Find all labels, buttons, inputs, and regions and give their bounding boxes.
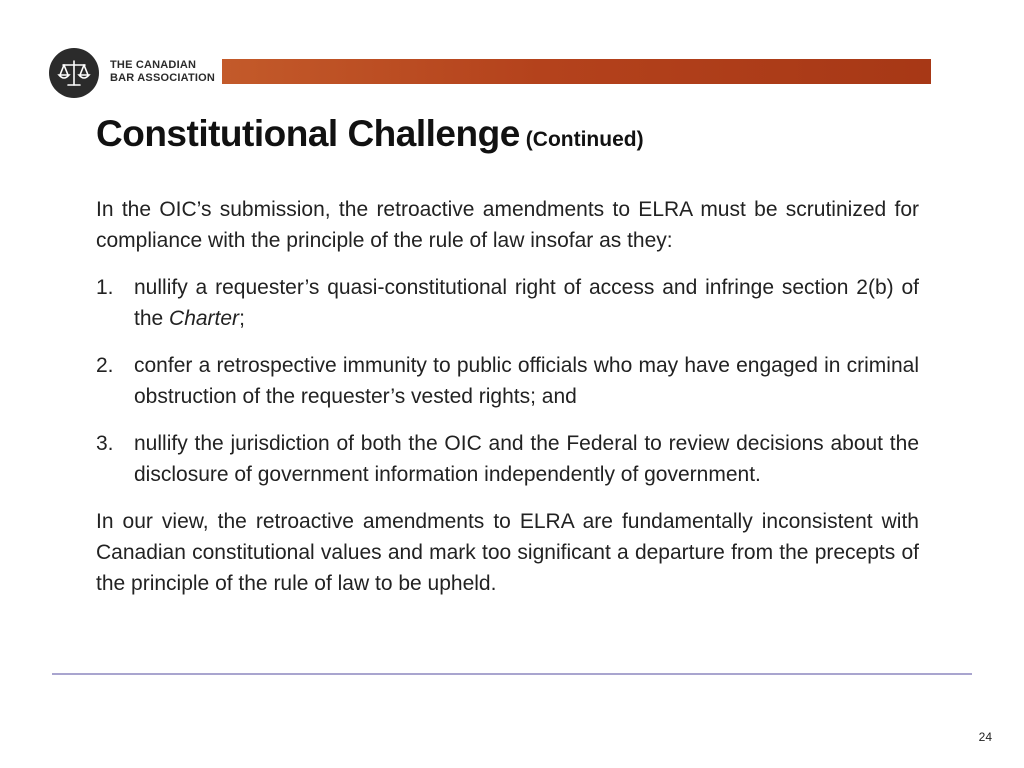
list-item-text-before: nullify a requester’s quasi-constitutional right of access and infringe section 2(b) of the: [134, 276, 919, 330]
criteria-list: [96, 272, 919, 490]
header-accent-bar: [222, 59, 931, 84]
intro-paragraph: In the OIC’s submission, the retroactive amendments to ELRA must be scrutinized for compliance with the principle of the rule of law insofar as they:: [96, 198, 919, 252]
slide-body: [96, 194, 919, 599]
page-number: 24: [978, 730, 992, 744]
slide-title-subtitle: (Continued): [525, 128, 644, 151]
list-item-text: [134, 276, 919, 330]
slide-title: [96, 113, 644, 155]
list-item-text-after: ;: [239, 307, 245, 330]
list-item-number: 1.: [96, 276, 114, 299]
slide-title-main: Constitutional Challenge: [96, 113, 520, 154]
organization-name-line1: THE CANADIAN: [110, 59, 197, 71]
list-item-text: nullify the jurisdiction of both the OIC and the Federal to review decisions about the disclosure of government information independently of government.: [134, 432, 919, 486]
list-item-text: confer a retrospective immunity to public officials who may have engaged in criminal obstruction of the requester’s vested rights; and: [134, 354, 919, 408]
cba-logo: [49, 48, 99, 98]
conclusion-paragraph: In our view, the retroactive amendments to ELRA are fundamentally inconsistent with Canadian constitutional values and mark too significant a departure from the precepts of the principle of the rule of law to be upheld.: [96, 510, 919, 595]
list-item: [96, 428, 919, 490]
footer-divider: [52, 673, 972, 675]
scales-of-justice-icon: [55, 54, 93, 92]
list-item: [96, 272, 919, 334]
list-item: [96, 350, 919, 412]
list-item-number: 2.: [96, 354, 114, 377]
list-item-number: 3.: [96, 432, 114, 455]
organization-name: [110, 59, 215, 85]
charter-emphasis: Charter: [169, 307, 240, 330]
organization-name-line2: BAR ASSOCIATION: [110, 72, 216, 84]
